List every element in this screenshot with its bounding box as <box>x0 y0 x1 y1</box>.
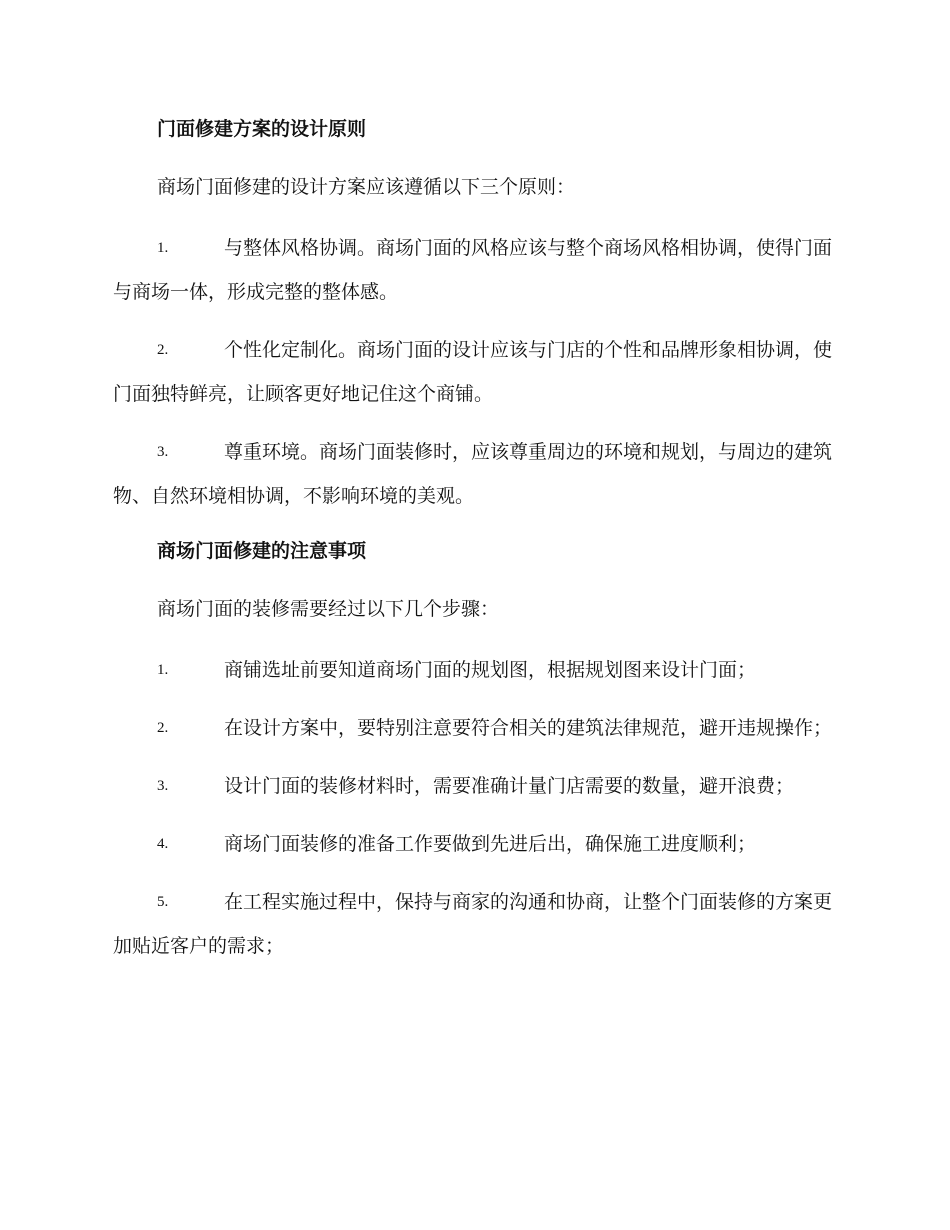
list-item-text: 在设计方案中，要特别注意要符合相关的建筑法律规范，避开违规操作； <box>224 717 833 739</box>
list-item-text: 在工程实施过程中，保持与商家的沟通和协商，让整个门面装修的方案更加贴近客户的需求； <box>113 891 833 957</box>
list-item <box>113 430 835 518</box>
list-item <box>113 764 835 808</box>
section-intro-design-principles: 商场门面修建的设计方案应该遵循以下三个原则： <box>157 176 576 198</box>
list-item-number: 1. <box>157 240 169 256</box>
document-body <box>113 110 835 982</box>
list-item-text: 个性化定制化。商场门面的设计应该与门店的个性和品牌形象相协调，使门面独特鲜亮，让顾客更好地记住这个商铺。 <box>113 339 833 405</box>
list-item-text: 尊重环境。商场门面装修时，应该尊重周边的环境和规划，与周边的建筑物、自然环境相协调，不影响环境的美观。 <box>113 441 833 507</box>
list-item <box>113 648 835 692</box>
list-item-number: 3. <box>157 444 169 460</box>
list-item-text: 商场门面装修的准备工作要做到先进后出，确保施工进度顺利； <box>224 833 757 855</box>
list-item <box>113 328 835 416</box>
list-item-text: 设计门面的装修材料时，需要准确计量门店需要的数量，避开浪费； <box>224 775 795 797</box>
list-item-number: 2. <box>157 720 169 736</box>
list-item <box>113 822 835 866</box>
list-item-number: 5. <box>157 894 169 910</box>
section-intro-notes: 商场门面的装修需要经过以下几个步骤： <box>157 598 500 620</box>
list-item-text: 商铺选址前要知道商场门面的规划图，根据规划图来设计门面； <box>224 659 757 681</box>
list-item-text: 与整体风格协调。商场门面的风格应该与整个商场风格相协调，使得门面与商场一体，形成完整的整体感。 <box>113 237 833 303</box>
list-item-number: 1. <box>157 662 169 678</box>
list-item <box>113 880 835 968</box>
list-item-number: 2. <box>157 342 169 358</box>
list-item <box>113 706 835 750</box>
section-heading-design-principles: 门面修建方案的设计原则 <box>157 118 367 140</box>
section-heading-notes: 商场门面修建的注意事项 <box>157 540 367 562</box>
list-item <box>113 226 835 314</box>
list-item-number: 3. <box>157 778 169 794</box>
list-item-number: 4. <box>157 836 169 852</box>
